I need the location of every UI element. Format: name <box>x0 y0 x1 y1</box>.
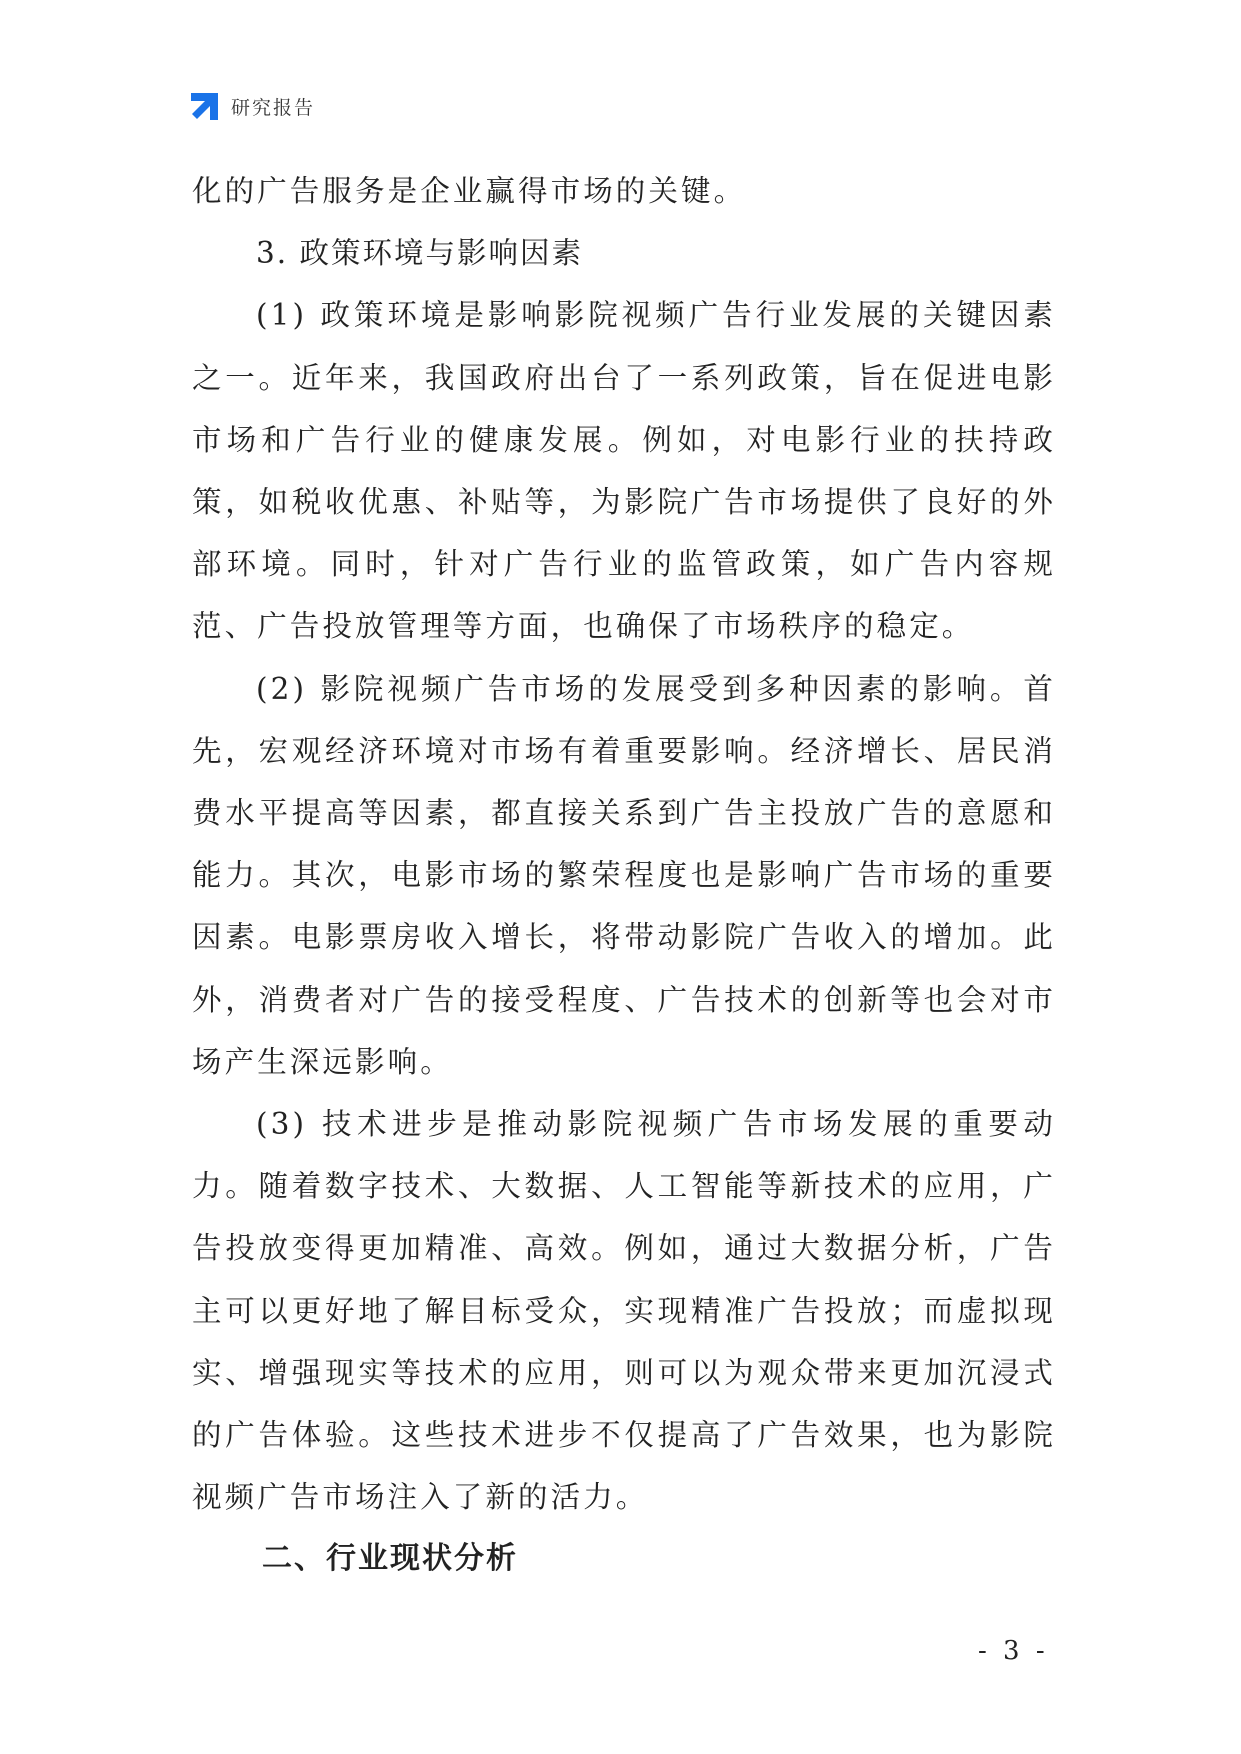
subsection-heading: 3. 政策环境与影响因素 <box>256 236 584 271</box>
paragraph-factors: (2) 影院视频广告市场的发展受到多种因素的影响。首先，宏观经济环境对市场有着重要影响。经济增长、居民消费水平提高等因素，都直接关系到广告主投放广告的意愿和能力。其次，电影市场的繁荣程度也是影响广告市场的重要因素。电影票房收入增长，将带动影院广告收入的增加。此外，消费者对广告的接受程度、广告技术的创新等也会对市场产生深远影响。 <box>192 671 1056 1079</box>
paragraph-policy: (1) 政策环境是影响影院视频广告行业发展的关键因素之一。近年来，我国政府出台了一系列政策，旨在促进电影市场和广告行业的健康发展。例如，对电影行业的扶持政策，如税收优惠、补贴等，为影院广告市场提供了良好的外部环境。同时，针对广告行业的监管政策，如广告内容规范、广告投放管理等方面，也确保了市场秩序的稳定。 <box>192 298 1056 644</box>
arrow-up-right-icon <box>188 90 221 123</box>
report-header <box>188 88 315 124</box>
header-title: 研究报告 <box>231 96 316 119</box>
paragraph-technology: (3) 技术进步是推动影院视频广告市场发展的重要动力。随着数字技术、大数据、人工智能等新技术的应用，广告投放变得更加精准、高效。例如，通过大数据分析，广告主可以更好地了解目标受众，实现精准广告投放；而虚拟现实、增强现实等技术的应用，则可以为观众带来更加沉浸式的广告体验。这些技术进步不仅提高了广告效果，也为影院视频广告市场注入了新的活力。 <box>192 1107 1056 1515</box>
document-body <box>192 160 1056 1590</box>
page-number: - 3 - <box>978 1636 1049 1666</box>
paragraph-continuation: 化的广告服务是企业赢得市场的关键。 <box>192 174 747 208</box>
section-heading: 二、行业现状分析 <box>262 1541 518 1577</box>
